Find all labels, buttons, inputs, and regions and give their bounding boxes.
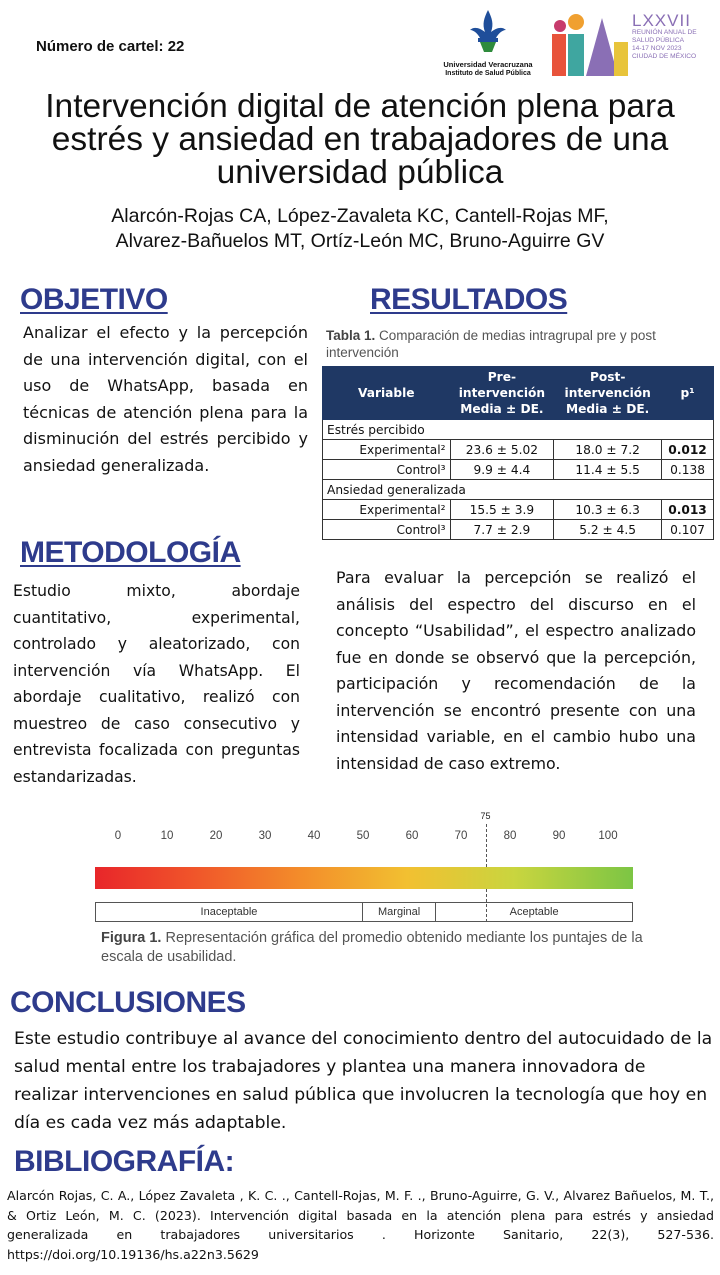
conclusiones-text: Este estudio contribuye al avance del conocimiento dentro del autocuidado de la salud mental entre los trabajadores y plantea una manera innovadora de realizar intervenciones en salud pública que involucren la tecnología que hoy en día es cada vez más adaptable. [14, 1029, 713, 1133]
tick-label: 30 [258, 830, 272, 842]
figure-caption-text: Representación gráfica del promedio obtenido mediante los puntajes de la escala de usabilidad. [101, 930, 643, 965]
table-header-row [323, 367, 714, 420]
row-p: 0.013 [662, 500, 714, 520]
usability-gradient-bar [95, 867, 633, 889]
row-post: 10.3 ± 6.3 [554, 500, 662, 520]
row-pre: 23.6 ± 5.02 [450, 440, 554, 460]
tick-label: 70 [454, 830, 468, 842]
tick-label: 10 [160, 830, 174, 842]
row-pre: 7.7 ± 2.9 [450, 520, 554, 540]
marker-label: 75 [480, 811, 491, 821]
row-post: 5.2 ± 4.5 [554, 520, 662, 540]
group-label: Estrés percibido [323, 420, 714, 440]
group-label: Ansiedad generalizada [323, 480, 714, 500]
conference-shapes-icon [550, 12, 630, 78]
conference-line1: REUNIÓN ANUAL DE [632, 29, 697, 36]
conference-logo [550, 12, 712, 78]
bibliografia-heading: BIBLIOGRAFÍA: [14, 1145, 235, 1178]
scale-category: Inaceptable [96, 903, 363, 921]
table-row [323, 440, 714, 460]
table-group-row [323, 480, 714, 500]
table-caption-text: Comparación de medias intragrupal pre y post intervención [326, 328, 656, 360]
table-caption [326, 327, 716, 361]
tick-label: 40 [307, 830, 321, 842]
conclusiones-heading: CONCLUSIONES [10, 986, 246, 1019]
header-variable: Variable [323, 367, 451, 420]
tick-label: 20 [209, 830, 223, 842]
authors-line-2: Alvarez-Bañuelos MT, Ortíz-León MC, Bruno-Aguirre GV [115, 230, 605, 252]
tick-label: 0 [114, 830, 122, 842]
table-group-row [323, 420, 714, 440]
table-row [323, 520, 714, 540]
bibliografia-text: Alarcón Rojas, C. A., López Zavaleta , K. C. ., Cantell-Rojas, M. F. ., Bruno-Aguirre, G. V., Alvarez Bañuelos, M. T., & Ortiz León, M. C. (2023). Intervención digital basada en la atención plena para estrés y ansiedad generalizada en trabajadores universitarios . Horizonte Sanitario, 22(3), 527-536. https://doi.org/10.19136/hs.a22n3.5629 [7, 1188, 714, 1262]
scale-category: Aceptable [509, 906, 559, 918]
conference-line2: SALUD PÚBLICA [632, 37, 685, 44]
authors [20, 204, 700, 254]
tick-label: 60 [405, 830, 419, 842]
tick-label: 80 [503, 830, 517, 842]
usability-text: Para evaluar la percepción se realizó el análisis del espectro del discurso en el concepto “Usabilidad”, el espectro analizado fue en donde se observó que la percepción, participación y recomendación de la intervención se encontró presente con una intensidad variable, en el cambio hubo una intensidad de caso extremo. [336, 568, 696, 773]
tick-label: 50 [356, 830, 370, 842]
row-post: 11.4 ± 5.5 [554, 460, 662, 480]
row-post: 18.0 ± 7.2 [554, 440, 662, 460]
conference-dates: 14-17 NOV 2023 [632, 45, 682, 52]
institute-name: Instituto de Salud Pública [445, 70, 531, 77]
objetivo-text: Analizar el efecto y la percepción de una intervención digital, con el uso de WhatsApp, basada en técnicas de atención plena para la disminución del estrés percibido y ansiedad generalizada. [23, 323, 308, 475]
table-row [323, 460, 714, 480]
resultados-heading: RESULTADOS [370, 283, 568, 316]
header-p: p¹ [662, 367, 714, 420]
figure-caption-label: Figura 1. [101, 930, 162, 946]
row-label: Control³ [323, 460, 451, 480]
university-logo [438, 8, 538, 86]
table-caption-label: Tabla 1. [326, 328, 376, 343]
header-pre: Pre-intervención Media ± DE. [450, 367, 554, 420]
results-table [322, 366, 714, 540]
authors-line-1: Alarcón-Rojas CA, López-Zavaleta KC, Cantell-Rojas MF, [111, 205, 609, 227]
figure-caption [101, 929, 661, 967]
metodologia-text: Estudio mixto, abordaje cuantitativo, experimental, controlado y aleatorizado, con intervención vía WhatsApp. El abordaje cualitativo, realizó con muestreo de caso consecutivo y entrevista focalizada con preguntas estandarizadas. [13, 582, 300, 786]
row-label: Experimental² [323, 440, 451, 460]
poster-number: Número de cartel: 22 [36, 38, 185, 55]
institution-name: Universidad Veracruzana [443, 60, 533, 69]
tick-label: 90 [552, 830, 566, 842]
scale-category: Marginal [363, 903, 436, 921]
conference-number: LXXVII [632, 11, 691, 30]
row-p: 0.138 [662, 460, 714, 480]
table-row [323, 500, 714, 520]
poster-title: Intervención digital de atención plena para estrés y ansiedad en trabajadores de una universidad pública [45, 88, 675, 191]
tick-label: 100 [598, 830, 618, 842]
row-label: Control³ [323, 520, 451, 540]
row-pre: 15.5 ± 3.9 [450, 500, 554, 520]
metodologia-heading: METODOLOGÍA [20, 536, 241, 569]
fleur-de-lis-icon [466, 8, 510, 54]
row-pre: 9.9 ± 4.4 [450, 460, 554, 480]
row-p: 0.012 [662, 440, 714, 460]
category-box [95, 902, 633, 922]
row-label: Experimental² [323, 500, 451, 520]
usability-scale-figure [88, 808, 648, 928]
conference-city: CIUDAD DE MÉXICO [632, 53, 697, 60]
objetivo-heading: OBJETIVO [20, 283, 168, 316]
header-post: Post-intervención Media ± DE. [554, 367, 662, 420]
row-p: 0.107 [662, 520, 714, 540]
